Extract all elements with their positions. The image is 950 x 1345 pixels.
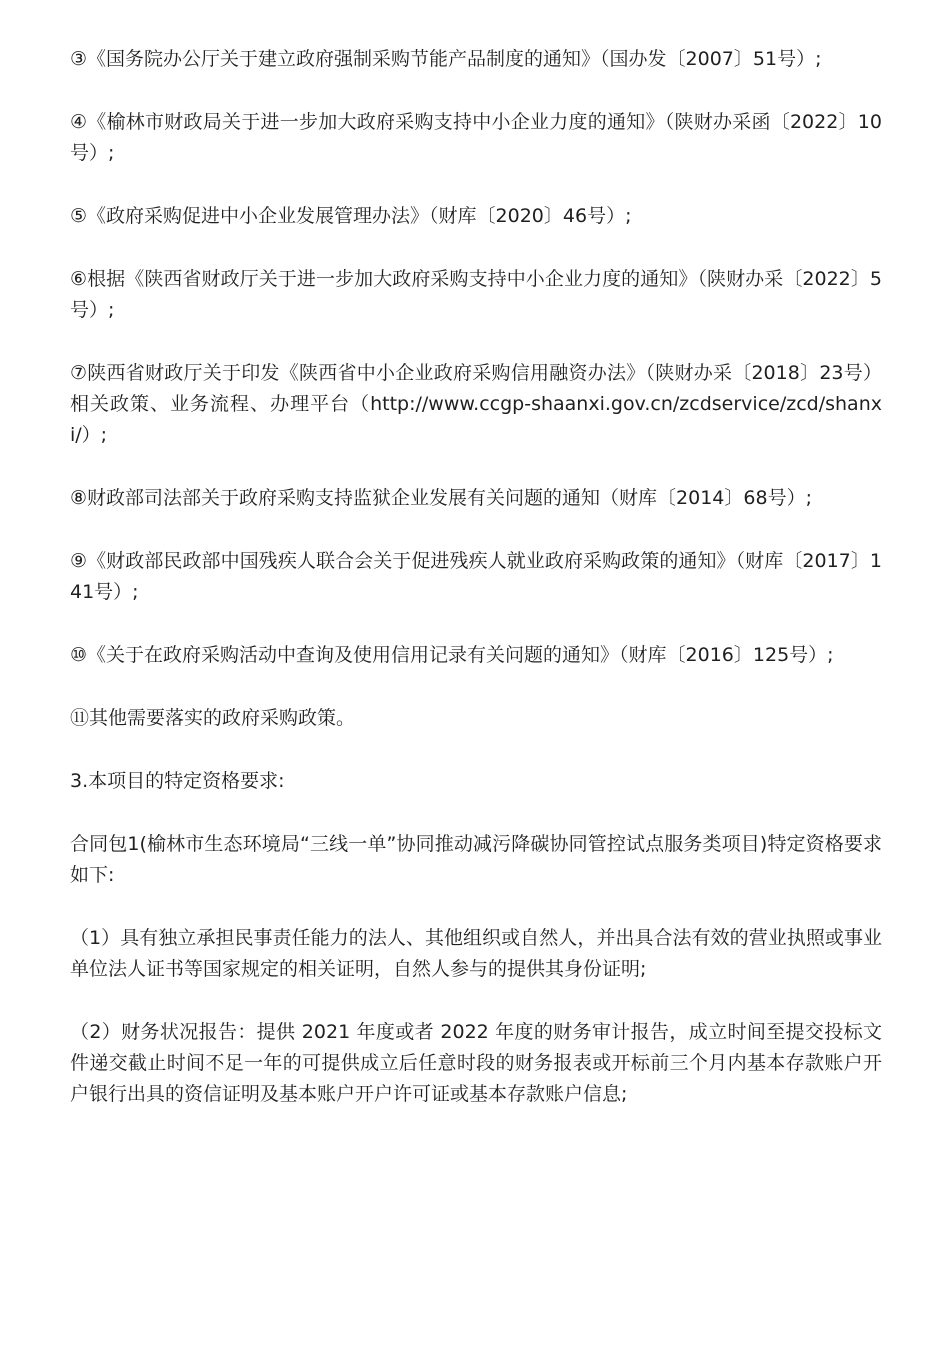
policy-item-11: ⑪其他需要落实的政府采购政策。 (70, 707, 356, 729)
requirement-2: （2）财务状况报告：提供 2021 年度或者 2022 年度的财务审计报告，成立时间至提交投标文件递交截止时间不足一年的可提供成立后任意时段的财务报表或开标前三个月内基本存款账户开户银行出具的资信证明及基本账户开户许可证或基本存款账户信息; (70, 1021, 882, 1105)
package-intro: 合同包1(榆林市生态环境局“三线一单”协同推动减污降碳协同管控试点服务类项目)特定资格要求如下: (70, 833, 882, 886)
policy-item-10: ⑩《关于在政府采购活动中查询及使用信用记录有关问题的通知》（财库〔2016〕125号）; (70, 644, 834, 666)
policy-item-8: ⑧财政部司法部关于政府采购支持监狱企业发展有关问题的通知（财库〔2014〕68号）; (70, 487, 812, 509)
policy-item-5: ⑤《政府采购促进中小企业发展管理办法》（财库〔2020〕46号）; (70, 205, 632, 227)
document-page (70, 44, 882, 1142)
policy-item-9: ⑨《财政部民政部中国残疾人联合会关于促进残疾人就业政府采购政策的通知》（财库〔2017〕141号）; (70, 550, 882, 603)
policy-item-4: ④《榆林市财政局关于进一步加大政府采购支持中小企业力度的通知》（陕财办采函〔2022〕10号）; (70, 111, 882, 164)
requirement-1: （1）具有独立承担民事责任能力的法人、其他组织或自然人，并出具合法有效的营业执照或事业单位法人证书等国家规定的相关证明，自然人参与的提供其身份证明; (70, 927, 882, 980)
policy-item-7: ⑦陕西省财政厅关于印发《陕西省中小企业政府采购信用融资办法》（陕财办采〔2018〕23号）相关政策、业务流程、办理平台（http://www.ccgp-shaanxi.gov.cn/zcdservice/zcd/shanxi/）; (70, 362, 882, 446)
section-heading: 3.本项目的特定资格要求: (70, 770, 285, 792)
policy-item-6: ⑥根据《陕西省财政厅关于进一步加大政府采购支持中小企业力度的通知》（陕财办采〔2022〕5号）; (70, 268, 882, 321)
policy-item-3: ③《国务院办公厅关于建立政府强制采购节能产品制度的通知》（国办发〔2007〕51号）; (70, 48, 822, 70)
